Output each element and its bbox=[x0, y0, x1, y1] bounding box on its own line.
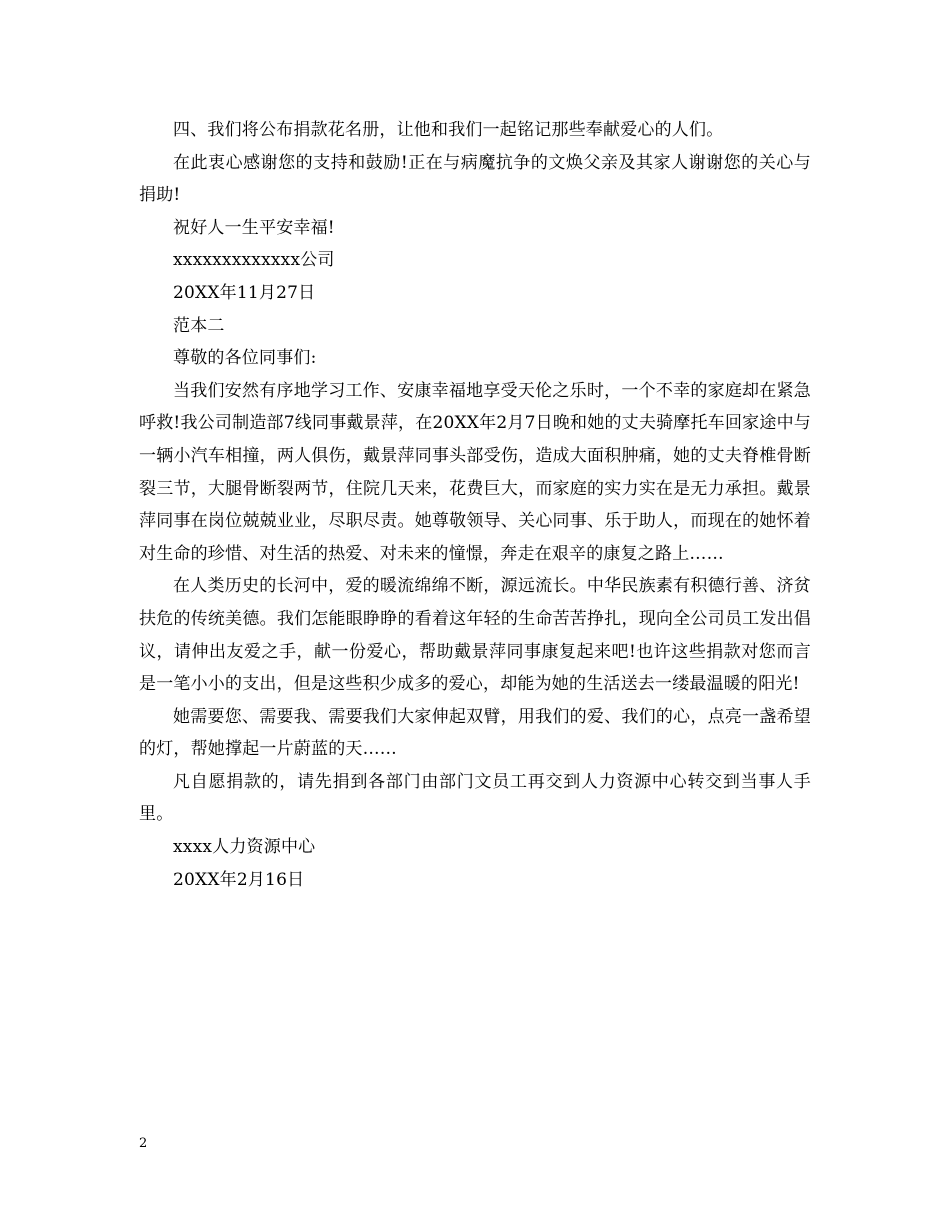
paragraph-instructions: 凡自愿捐款的，请先捐到各部门由部门文员工再交到人力资源中心转交到当事人手里。 bbox=[139, 771, 811, 825]
paragraph-need: 她需要您、需要我、需要我们大家伸起双臂，用我们的爱、我们的心，点亮一盏希望的灯，帮她撑起一片蔚蓝的天…… bbox=[139, 706, 811, 760]
paragraph-accident-story: 当我们安然有序地学习工作、安康幸福地享受天伦之乐时，一个不幸的家庭却在紧急呼救!我公司制造部7线同事戴景萍，在20XX年2月7日晚和她的丈夫骑摩托车回家途中与一辆小汽车相撞，两人俱伤，戴景萍同事头部受伤，造成大面积肿痛，她的丈夫脊椎骨断裂三节，大腿骨断裂两节，住院几天来，花费巨大，而家庭的实力实在是无力承担。戴景萍同事在岗位兢兢业业，尽职尽责。她尊敬领导、关心同事、乐于助人，而现在的她怀着对生命的珍惜、对生活的热爱、对未来的憧憬，奔走在艰辛的康复之路上…… bbox=[139, 380, 811, 564]
date-second: 20XX年2月16日 bbox=[173, 869, 305, 890]
salutation: 尊敬的各位同事们: bbox=[173, 348, 317, 369]
paragraph-wishes: 祝好人一生平安幸福! bbox=[173, 217, 335, 238]
page-number: 2 bbox=[139, 1136, 148, 1151]
section-heading-sample-two: 范本二 bbox=[173, 315, 225, 336]
paragraph-donor-list: 四、我们将公布捐款花名册，让他和我们一起铭记那些奉献爱心的人们。 bbox=[173, 120, 724, 140]
signature-hr-center: xxxx人力资源中心 bbox=[173, 837, 316, 858]
signature-company: xxxxxxxxxxxxx公司 bbox=[173, 250, 335, 271]
paragraph-thanks: 在此衷心感谢您的支持和鼓励!正在与病魔抗争的文焕父亲及其家人谢谢您的关心与捐助! bbox=[139, 152, 811, 206]
date-first: 20XX年11月27日 bbox=[173, 282, 316, 303]
document-body bbox=[139, 114, 811, 896]
paragraph-appeal: 在人类历史的长河中，爱的暖流绵绵不断，源远流长。中华民族素有积德行善、济贫扶危的传统美德。我们怎能眼睁睁的看着这年轻的生命苦苦挣扎，现向全公司员工发出倡议，请伸出友爱之手，献一份爱心，帮助戴景萍同事康复起来吧!也许这些捐款对您而言是一笔小小的支出，但是这些积少成多的爱心，却能为她的生活送去一缕最温暖的阳光! bbox=[139, 576, 811, 695]
